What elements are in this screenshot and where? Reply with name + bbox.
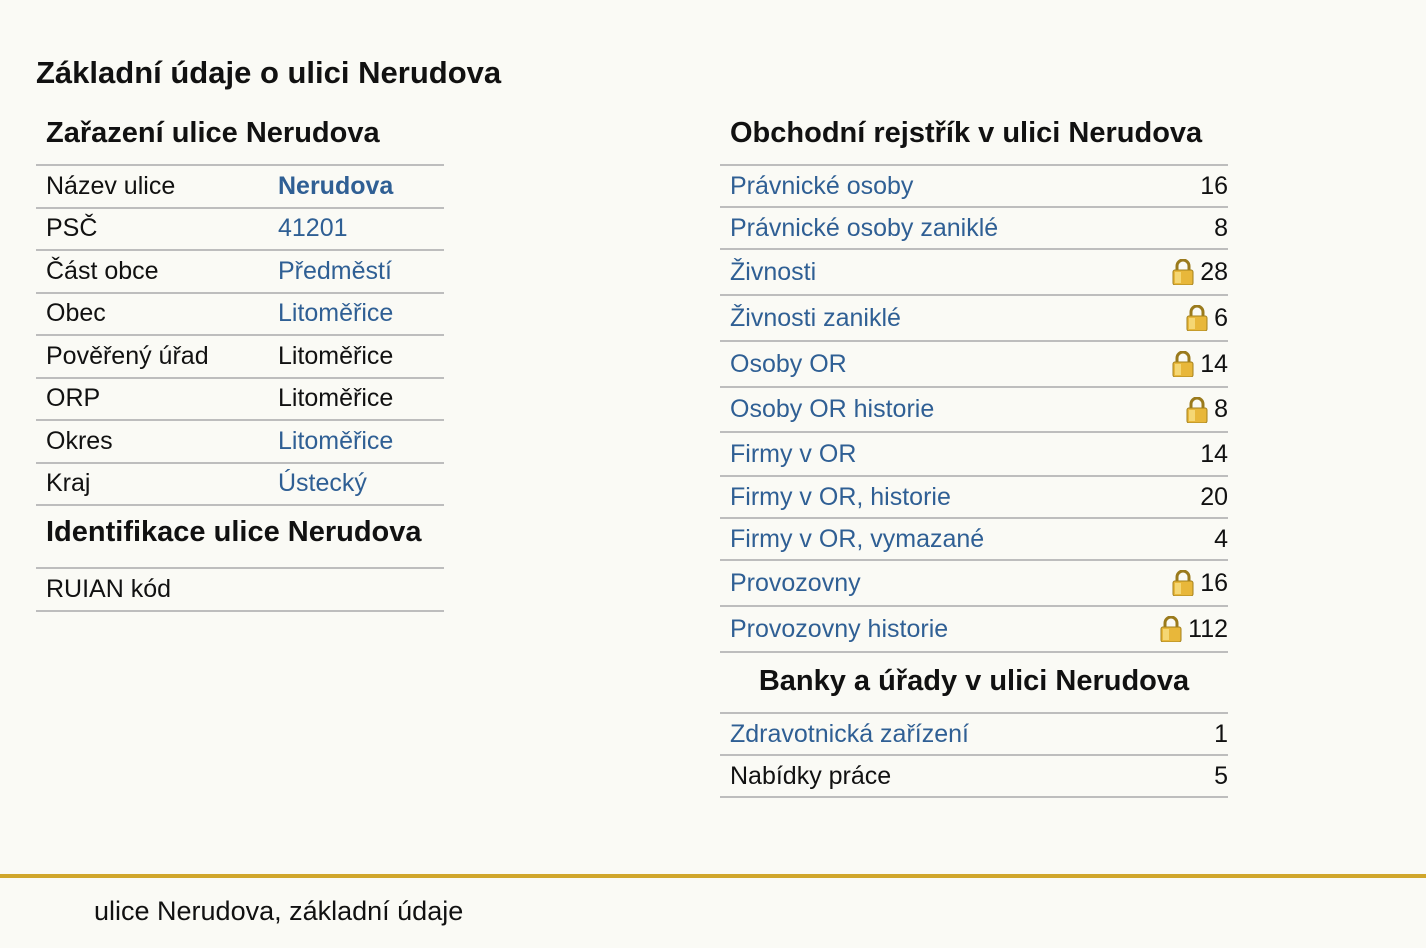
premises-link[interactable]: Provozovny	[730, 568, 861, 597]
lock-icon[interactable]	[1172, 351, 1194, 377]
register-row	[720, 477, 1228, 519]
row-orp	[36, 379, 444, 422]
street-name-label: Název ulice	[46, 171, 176, 200]
municipality-label: Obec	[46, 299, 106, 328]
footer-caption: ulice Nerudova, základní údaje	[94, 896, 464, 926]
classification-heading: Zařazení ulice Nerudova	[36, 110, 444, 166]
municipality-link[interactable]: Litoměřice	[278, 299, 394, 328]
register-row	[720, 607, 1228, 653]
postal-code-link[interactable]: 41201	[278, 214, 348, 243]
persons-or-count: 14	[1200, 349, 1228, 378]
banks-row	[720, 756, 1228, 798]
persons-or-history-link[interactable]: Osoby OR historie	[730, 395, 935, 423]
premises-history-count: 112	[1188, 614, 1228, 643]
trades-count-wrap	[1172, 258, 1228, 287]
register-row	[720, 388, 1228, 433]
row-region	[36, 464, 444, 507]
identification-heading: Identifikace ulice Nerudova	[36, 506, 444, 569]
row-district-part	[36, 251, 444, 294]
register-row	[720, 519, 1228, 561]
firms-or-link[interactable]: Firmy v OR	[730, 439, 857, 468]
register-panel	[720, 110, 1228, 798]
page-title: Základní údaje o ulici Nerudova	[36, 55, 502, 90]
firms-or-history-count: 20	[1200, 482, 1228, 511]
row-ruian-code	[36, 569, 444, 612]
row-postal-code	[36, 209, 444, 252]
classification-panel	[36, 110, 444, 612]
trades-defunct-count: 6	[1214, 303, 1228, 332]
lock-icon[interactable]	[1172, 570, 1194, 596]
legal-entities-link[interactable]: Právnické osoby	[730, 171, 914, 200]
row-county	[36, 421, 444, 464]
street-name-link[interactable]: Nerudova	[278, 171, 394, 200]
register-heading: Obchodní rejstřík v ulici Nerudova	[720, 110, 1228, 166]
firms-or-count: 14	[1200, 439, 1228, 468]
district-part-link[interactable]: Předměstí	[278, 256, 392, 285]
firms-or-history-link[interactable]: Firmy v OR, historie	[730, 482, 951, 511]
postal-code-label: PSČ	[46, 214, 98, 243]
persons-or-link[interactable]: Osoby OR	[730, 349, 847, 378]
persons-or-history-count: 8	[1214, 395, 1228, 423]
firms-or-deleted-link[interactable]: Firmy v OR, vymazané	[730, 524, 985, 553]
region-link[interactable]: Ústecký	[278, 469, 367, 498]
register-row	[720, 166, 1228, 208]
legal-entities-defunct-link[interactable]: Právnické osoby zaniklé	[730, 213, 999, 242]
row-authorized-office	[36, 336, 444, 379]
row-street-name	[36, 166, 444, 209]
legal-entities-count: 16	[1200, 171, 1228, 200]
register-row	[720, 208, 1228, 250]
ruian-code-label: RUIAN kód	[46, 575, 172, 603]
job-offers-label: Nabídky práce	[730, 761, 892, 790]
trades-link[interactable]: Živnosti	[730, 257, 817, 286]
persons-or-count-wrap	[1172, 350, 1228, 379]
register-row	[720, 250, 1228, 296]
banks-row	[720, 714, 1228, 756]
banks-heading: Banky a úřady v ulici Nerudova	[720, 653, 1228, 714]
legal-entities-defunct-count: 8	[1214, 213, 1228, 242]
register-row	[720, 561, 1228, 607]
premises-history-count-wrap	[1160, 615, 1228, 644]
premises-count: 16	[1200, 568, 1228, 597]
orp-label: ORP	[46, 384, 101, 413]
lock-icon[interactable]	[1186, 305, 1208, 331]
premises-count-wrap	[1172, 569, 1228, 598]
persons-or-history-count-wrap	[1186, 395, 1228, 424]
trades-count: 28	[1200, 257, 1228, 286]
healthcare-facilities-count: 1	[1214, 719, 1228, 748]
county-label: Okres	[46, 426, 113, 455]
register-row	[720, 296, 1228, 342]
trades-defunct-count-wrap	[1186, 304, 1228, 333]
register-row	[720, 342, 1228, 388]
orp-value: Litoměřice	[278, 384, 394, 413]
authorized-office-value: Litoměřice	[278, 341, 394, 370]
trades-defunct-link[interactable]: Živnosti zaniklé	[730, 303, 901, 332]
healthcare-facilities-link[interactable]: Zdravotnická zařízení	[730, 719, 969, 748]
lock-icon[interactable]	[1172, 259, 1194, 285]
authorized-office-label: Pověřený úřad	[46, 341, 209, 370]
county-link[interactable]: Litoměřice	[278, 426, 394, 455]
job-offers-count: 5	[1214, 761, 1228, 790]
district-part-label: Část obce	[46, 256, 159, 285]
register-row	[720, 433, 1228, 477]
row-municipality	[36, 294, 444, 337]
region-label: Kraj	[46, 469, 91, 498]
firms-or-deleted-count: 4	[1214, 524, 1228, 553]
premises-history-link[interactable]: Provozovny historie	[730, 614, 949, 643]
lock-icon[interactable]	[1160, 616, 1182, 642]
lock-icon[interactable]	[1186, 397, 1208, 423]
